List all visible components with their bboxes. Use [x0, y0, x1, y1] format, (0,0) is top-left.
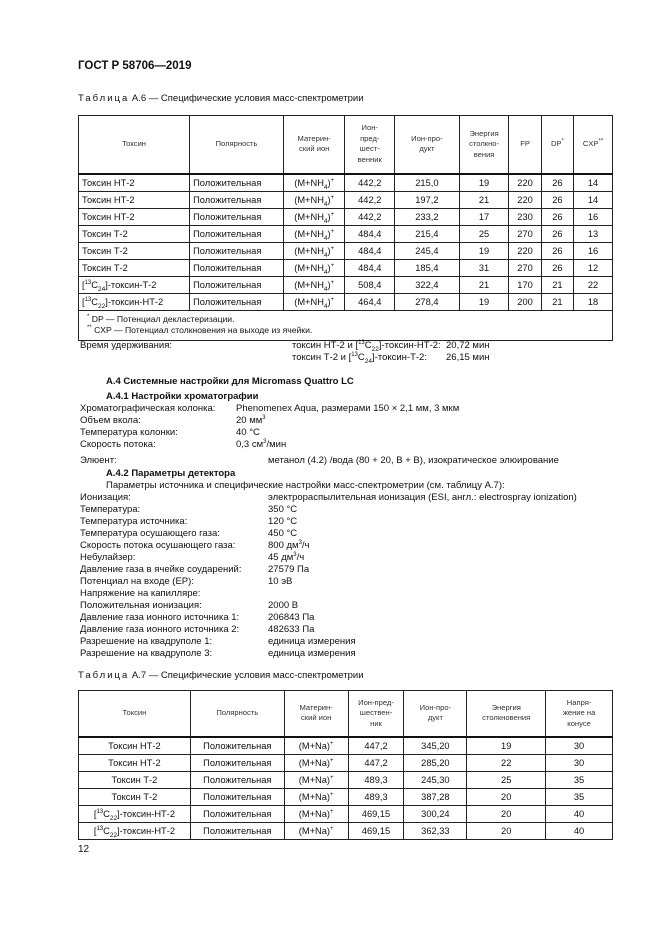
document-id: ГОСТ Р 58706—2019 [78, 60, 192, 72]
setting-value: 45 $дм^3/ч$ [268, 551, 305, 563]
table-cell: Положительная [190, 293, 284, 310]
table-cell: 220 [509, 174, 541, 192]
col-precursor: Ион-пред- шествен- ник [348, 691, 404, 737]
table-cell: 19 [459, 174, 509, 192]
setting-value: 450 °С [268, 528, 298, 539]
table-cell: 387,28 [404, 788, 467, 805]
col-fp: FP [509, 116, 541, 174]
setting-label: Температура осушающего газа: [80, 528, 220, 539]
setting-value: 120 °С [268, 516, 298, 527]
col-energy: Энергия столкно- вения [459, 116, 509, 174]
table7-caption-prefix: Таблица [78, 670, 130, 681]
table-cell: Токсин НТ-2 [79, 737, 191, 755]
table-row [79, 174, 613, 192]
table-cell: Положительная [190, 788, 284, 805]
table-cell: 12 [574, 259, 613, 276]
table-cell: 16 [574, 208, 613, 225]
setting-value: единица измерения [268, 636, 356, 647]
table-cell: 220 [509, 242, 541, 259]
table-cell: 215,4 [395, 225, 460, 242]
table-cell: 300,24 [404, 805, 467, 822]
table-cell: 22 [574, 276, 613, 293]
setting-value: 206843 Па [268, 612, 315, 623]
table-cell: 20 [467, 788, 546, 805]
table-cell: 19 [459, 293, 509, 310]
setting-value: 482633 Па [268, 624, 315, 635]
table-row [79, 259, 613, 276]
table-row [79, 788, 613, 805]
col-toxin: Токсин [79, 691, 191, 737]
table-cell: 40 [546, 805, 613, 822]
table-cell: 26 [541, 242, 573, 259]
table-cell: 25 [459, 225, 509, 242]
setting-value: 10 эВ [268, 576, 293, 587]
setting-label: Температура колонки: [80, 427, 178, 438]
table-cell: 170 [509, 276, 541, 293]
table-cell: 18 [574, 293, 613, 310]
retention-line1: токсин НТ-2 и $[^{13}C_{22}]-токсин-НТ-2$: [292, 339, 441, 353]
table-cell: $(M+NH_4)^+$ [283, 276, 344, 293]
retention-value2: 26,15 мин [446, 352, 490, 363]
table-row [79, 822, 613, 839]
table-cell: 17 [459, 208, 509, 225]
table-cell: $(M+NH_4)^+$ [283, 242, 344, 259]
table-cell: $(M+NH_4)^+$ [283, 191, 344, 208]
table-cell: $(M+NH_4)^+$ [283, 174, 344, 192]
table-cell: 220 [509, 191, 541, 208]
setting-label: Положительная ионизация: [80, 600, 202, 611]
setting-value: 2000 В [268, 600, 299, 611]
table-cell: 270 [509, 259, 541, 276]
section-a41-heading: А.4.1 Настройки хроматографии [106, 391, 259, 402]
table-cell: 185,4 [395, 259, 460, 276]
table-cell: 484,4 [345, 225, 395, 242]
col-parent-ion: Материн- ский ион [284, 691, 348, 737]
table-cell: 21 [541, 276, 573, 293]
table-cell: (M+Na)+ [284, 788, 348, 805]
table-cell: 469,15 [348, 822, 404, 839]
table-cell: 447,2 [348, 737, 404, 755]
setting-value: метанол (4.2) /вода (80 + 20, В + В), изократическое элюирование [268, 455, 559, 466]
table-cell: Положительная [190, 805, 284, 822]
table-cell: 464,4 [345, 293, 395, 310]
table-cell: 278,4 [395, 293, 460, 310]
section-a4-heading: А.4 Системные настройки для Micromass Quattro LC [106, 376, 354, 387]
table-cell: 245,30 [404, 771, 467, 788]
setting-label: Хроматографическая колонка: [80, 403, 216, 414]
col-parent-ion: Материн- ский ион [283, 116, 344, 174]
table-cell: 26 [541, 174, 573, 192]
setting-value: 20 $мм^3$ [236, 414, 266, 426]
col-dp: DP* [541, 116, 573, 174]
table-cell: Токсин Т-2 [79, 788, 191, 805]
table7-caption-text: А.7 — Специфические условия масс-спектрометрии [129, 670, 364, 681]
setting-label: Скорость потока: [80, 439, 156, 450]
setting-label: Разрешение на квадруполе 1: [80, 636, 213, 647]
table-cell: 26 [541, 208, 573, 225]
table-cell: (M+Na)+ [284, 754, 348, 771]
col-precursor: Ион- пред- шест- венник [345, 116, 395, 174]
table-cell: Положительная [190, 276, 284, 293]
table-cell: 484,4 [345, 259, 395, 276]
table-cell: Токсин Т-2 [79, 771, 191, 788]
table-cell: 442,2 [345, 191, 395, 208]
footnote-dp-text: DP — Потенциал декластеризации. [91, 313, 235, 324]
table-cell: 26 [541, 259, 573, 276]
table-cell: 31 [459, 259, 509, 276]
table-cell: 14 [574, 174, 613, 192]
setting-value: единица измерения [268, 648, 356, 659]
setting-label: Температура источника: [80, 516, 188, 527]
table-cell: Положительная [190, 174, 284, 192]
table7-caption [78, 670, 364, 681]
table-cell: Токсин НТ-2 [79, 208, 190, 225]
setting-value: 0,3 $см^3$/мин [236, 438, 287, 450]
setting-label: Небулайзер: [80, 552, 136, 563]
setting-value: 40 °С [236, 427, 260, 438]
table-row [79, 754, 613, 771]
table-cell: 22 [467, 754, 546, 771]
table-cell: Положительная [190, 771, 284, 788]
table-cell: 16 [574, 242, 613, 259]
table-cell: 447,2 [348, 754, 404, 771]
table-cell: Токсин НТ-2 [79, 754, 191, 771]
table-cell: 19 [467, 737, 546, 755]
page-number: 12 [78, 844, 90, 855]
table-cell: 13 [574, 225, 613, 242]
table-cell: Положительная [190, 754, 284, 771]
table-cell: (M+Na)+ [284, 822, 348, 839]
table-row [79, 805, 613, 822]
table-cell: Положительная [190, 822, 284, 839]
col-cxp: CXP** [574, 116, 613, 174]
table-cell: 26 [541, 191, 573, 208]
table-cell: 30 [546, 737, 613, 755]
table6-caption [78, 93, 364, 104]
table-cell: 21 [459, 276, 509, 293]
col-product: Ион-про- дукт [404, 691, 467, 737]
table-cell: 508,4 [345, 276, 395, 293]
col-energy: Энергия столкновения [467, 691, 546, 737]
table-cell: (M+Na)+ [284, 771, 348, 788]
table-row [79, 737, 613, 755]
setting-label: Напряжение на капилляре: [80, 588, 201, 599]
section-a42-heading: А.4.2 Параметры детектора [106, 468, 236, 479]
table-cell: $(M+NH_4)^+$ [283, 293, 344, 310]
table-row [79, 208, 613, 225]
table-row [79, 771, 613, 788]
setting-value: 350 °С [268, 504, 298, 515]
table-a6 [78, 115, 613, 341]
table-cell: 40 [546, 822, 613, 839]
setting-label: Элюент: [80, 455, 117, 466]
table-cell: 245,4 [395, 242, 460, 259]
table-cell: 322,4 [395, 276, 460, 293]
setting-label: Давление газа ионного источника 2: [80, 624, 240, 635]
table-cell: Положительная [190, 208, 284, 225]
table-cell: Токсин Т-2 [79, 242, 190, 259]
setting-label: Потенциал на входе (ЕР): [80, 576, 194, 587]
setting-label: Объем вкола: [80, 415, 141, 426]
setting-label: Температура: [80, 504, 141, 515]
table-cell: 442,2 [345, 208, 395, 225]
col-product: Ион-про- дукт [395, 116, 460, 174]
table-cell: 30 [546, 754, 613, 771]
setting-label: Скорость потока осушающего газа: [80, 540, 236, 551]
retention-label: Время удерживания: [80, 340, 172, 351]
table-a7 [78, 690, 613, 840]
footnote-cxp: ** CXP — Потенциал столкновения на выходе из ячейки. [87, 325, 313, 335]
table-row [79, 293, 613, 310]
table-row [79, 276, 613, 293]
table-cell: (M+Na)+ [284, 805, 348, 822]
table-cell: Положительная [190, 242, 284, 259]
table-cell: (M+Na)+ [284, 737, 348, 755]
setting-label: Давление газа в ячейке соударений: [80, 564, 242, 575]
setting-value: 800 $дм^3/ч$ [268, 539, 310, 551]
table-cell: Токсин Т-2 [79, 259, 190, 276]
table-cell: 270 [509, 225, 541, 242]
table-cell: 35 [546, 771, 613, 788]
table-cell: Токсин НТ-2 [79, 191, 190, 208]
table-cell: 442,2 [345, 174, 395, 192]
setting-value: электрораспылительная ионизация (ESI, англ.: electrospray ionization) [268, 492, 577, 503]
table-cell: 489,3 [348, 771, 404, 788]
table-cell: 362,33 [404, 822, 467, 839]
table6-caption-text: А.6 — Специфические условия масс-спектрометрии [129, 93, 364, 104]
table-cell: 469,15 [348, 805, 404, 822]
table-cell: Положительная [190, 259, 284, 276]
table-cell: Токсин Т-2 [79, 225, 190, 242]
table-cell: $[^{13}C_{24}]-токсин-Т-2$ [79, 276, 190, 293]
table-cell: 484,4 [345, 242, 395, 259]
table-cell: 215,0 [395, 174, 460, 192]
table-cell: 25 [467, 771, 546, 788]
retention-value1: 20,72 мин [446, 340, 490, 351]
col-cone-voltage: Напря- жение на конусе [546, 691, 613, 737]
table-cell: $(M+NH_4)^+$ [283, 208, 344, 225]
setting-label: Ионизация: [80, 492, 131, 503]
table-cell: 489,3 [348, 788, 404, 805]
table-cell: $(M+NH_4)^+$ [283, 225, 344, 242]
setting-value: Phenomenex Aqua, размерами 150 × 2,1 мм, 3 мкм [236, 403, 460, 414]
table-cell: 230 [509, 208, 541, 225]
table-cell: 21 [459, 191, 509, 208]
setting-label: Разрешение на квадруполе 3: [80, 648, 213, 659]
retention-line2: токсин Т-2 и $[^{13}C_{24}]-токсин-Т-2$: [292, 351, 427, 365]
table-cell: Положительная [190, 191, 284, 208]
table-cell: 26 [541, 225, 573, 242]
setting-value: 27579 Па [268, 564, 310, 575]
table-cell: 233,2 [395, 208, 460, 225]
section-a42-intro: Параметры источника и специфические настройки масс-спектрометрии (см. таблицу А.7): [106, 480, 505, 491]
table-cell: $[^{13}C_{22}]-токсин-НТ-2$ [79, 822, 191, 839]
table-cell: 20 [467, 822, 546, 839]
col-toxin: Токсин [79, 116, 190, 174]
table6-caption-prefix: Таблица [78, 93, 130, 104]
table-row [79, 242, 613, 259]
footnote-cxp-text: CXP — Потенциал столкновения на выходе из ячейки. [94, 325, 313, 335]
table-cell: 21 [541, 293, 573, 310]
table-cell: 285,20 [404, 754, 467, 771]
table-cell: 345,20 [404, 737, 467, 755]
setting-label: Давление газа ионного источника 1: [80, 612, 240, 623]
table-cell: Положительная [190, 225, 284, 242]
table-cell: 14 [574, 191, 613, 208]
table-cell: 20 [467, 805, 546, 822]
table-cell: Токсин НТ-2 [79, 174, 190, 192]
table-row [79, 225, 613, 242]
col-polarity: Полярность [190, 116, 284, 174]
table6-footnotes [79, 310, 613, 340]
table-cell: Положительная [190, 737, 284, 755]
col-polarity: Полярность [190, 691, 284, 737]
table-cell: $[^{13}C_{22}]-токсин-НТ-2$ [79, 805, 191, 822]
footnote-dp: * DP — Потенциал декластеризации. [87, 313, 235, 324]
table-row [79, 191, 613, 208]
table-cell: $[^{13}C_{22}]-токсин-НТ-2$ [79, 293, 190, 310]
table-cell: 19 [459, 242, 509, 259]
table-cell: 35 [546, 788, 613, 805]
table-cell: $(M+NH_4)^+$ [283, 259, 344, 276]
table-cell: 197,2 [395, 191, 460, 208]
table-cell: 200 [509, 293, 541, 310]
